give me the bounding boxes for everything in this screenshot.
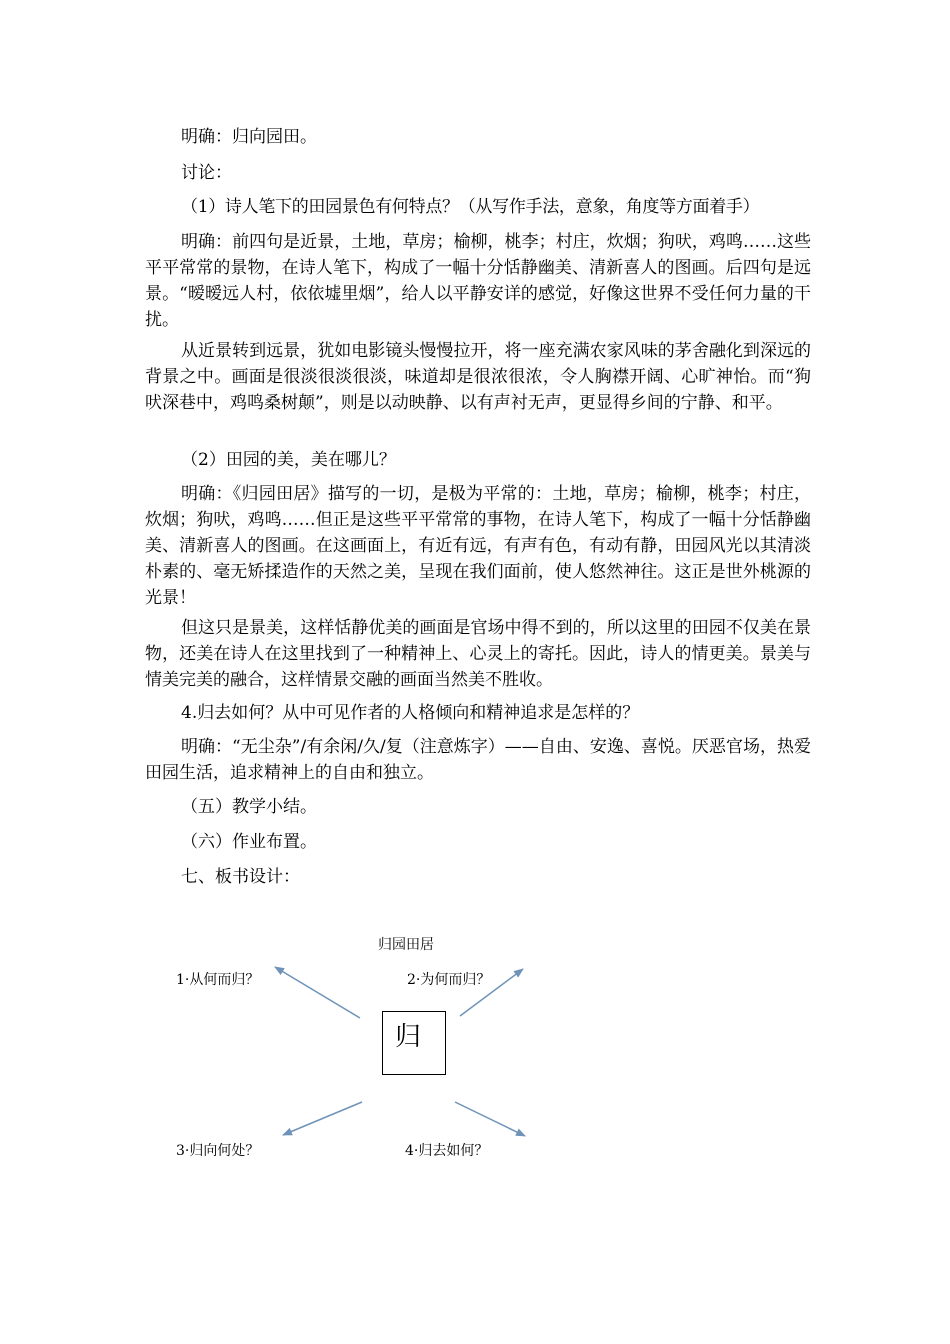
answer-question-4: 明确：“无尘杂”/有余闲/久/复（注意炼字）——自由、安逸、喜悦。厌恶官场，热爱田园生活，追求精神上的自由和独立。: [145, 737, 811, 783]
board-question-2: 2·为何而归？: [407, 972, 491, 988]
answer-question-1: 明确：前四句是近景，土地，草房；榆柳，桃李；村庄，炊烟；狗吠，鸡鸣……这些平平常常的景物，在诗人笔下，构成了一幅十分恬静幽美、清新喜人的图画。后四句是远景。“暧暧远人村，依依墟里烟”，给人以平静安详的感觉，好像这世界不受任何力量的干扰。: [145, 232, 811, 330]
paragraph-beauty: 但这只是景美，这样恬静优美的画面是官场中得不到的，所以这里的田园不仅美在景物，还美在诗人在这里找到了一种精神上、心灵上的寄托。因此，诗人的情更美。景美与情美完美的融合，这样情景交融的画面当然美不胜收。: [145, 618, 811, 690]
arrow-lower-right: [455, 1102, 525, 1136]
arrow-upper-left: [275, 967, 360, 1018]
paragraph-discussion: 讨论：: [181, 163, 232, 183]
answer-question-2: 明确：《归园田居》描写的一切，是极为平常的：土地，草房；榆柳，桃李；村庄，炊烟；狗吠，鸡鸣……但正是这些平平常常的事物，在诗人笔下，构成了一幅十分恬静幽美、清新喜人的图画。在这画面上，有近有远，有声有色，有动有静，田园风光以其清淡朴素的、毫无矫揉造作的天然之美，呈现在我们面前，使人悠然神往。这正是世外桃源的光景！: [145, 484, 811, 608]
board-question-4: 4·归去如何？: [405, 1143, 489, 1159]
section-summary: （五）教学小结。: [181, 797, 317, 817]
arrow-upper-right: [460, 969, 523, 1016]
section-board-design: 七、板书设计：: [181, 867, 300, 887]
question-2: （2）田园的美，美在哪儿？: [181, 450, 396, 470]
center-character: 归: [395, 1022, 422, 1052]
section-homework: （六）作业布置。: [181, 832, 317, 852]
paragraph-answer-1: 明确：归向园田。: [181, 127, 317, 147]
board-question-3: 3·归向何处？: [176, 1143, 260, 1159]
board-question-1: 1·从何而归？: [176, 972, 260, 988]
arrow-lower-left: [283, 1102, 362, 1135]
board-title: 归园田居: [378, 937, 434, 953]
question-1: （1）诗人笔下的田园景色有何特点？（从写作手法，意象，角度等方面着手）: [181, 197, 760, 217]
question-4: 4.归去如何？从中可见作者的人格倾向和精神追求是怎样的？: [181, 703, 640, 723]
paragraph-near-to-far: 从近景转到远景，犹如电影镜头慢慢拉开，将一座充满农家风味的茅舍融化到深远的背景之中。画面是很淡很淡很淡，味道却是很浓很浓，令人胸襟开阔、心旷神怡。而“狗吠深巷中，鸡鸣桑树颠”，则是以动映静、以有声衬无声，更显得乡间的宁静、和平。: [145, 341, 811, 413]
